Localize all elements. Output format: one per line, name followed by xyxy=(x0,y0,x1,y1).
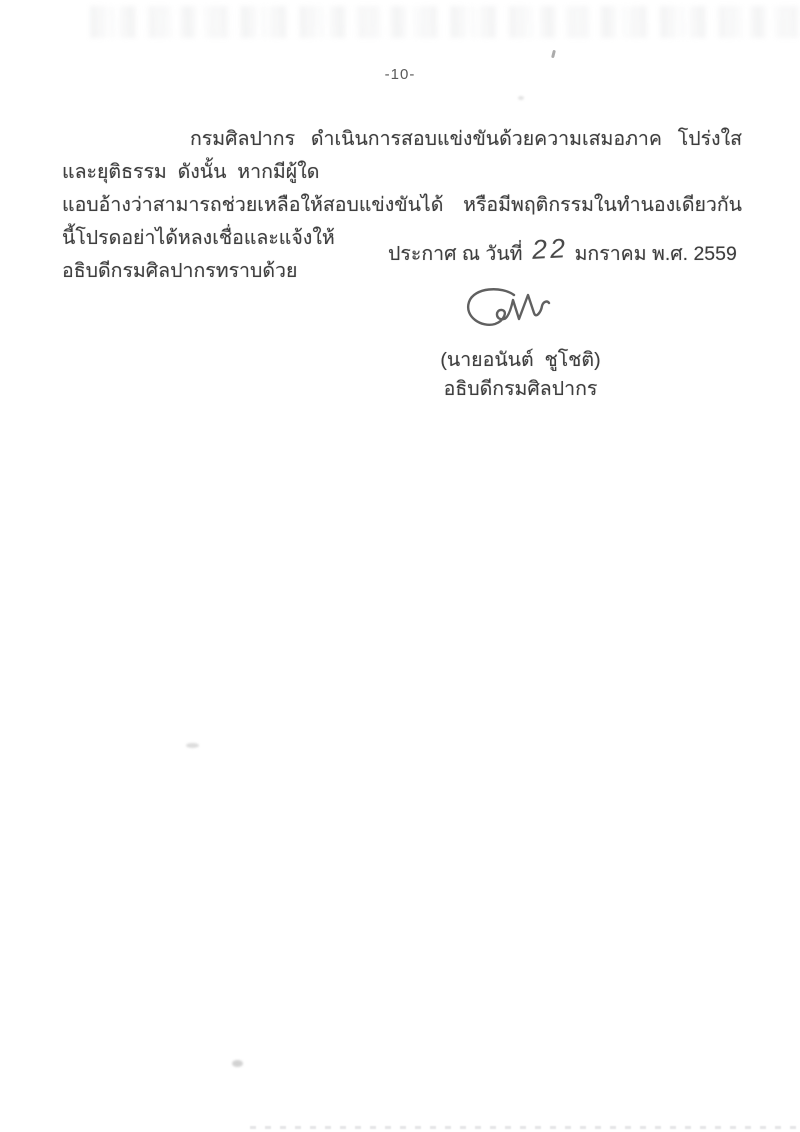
date-prefix: ประกาศ ณ วันที่ xyxy=(388,243,523,265)
scan-speck xyxy=(551,50,556,58)
signature-scribble-icon xyxy=(458,284,558,332)
scan-noise-band xyxy=(90,6,800,38)
date-day-handwritten: 22 xyxy=(530,233,569,265)
signatory-title: อธิบดีกรมศิลปากร xyxy=(443,378,598,400)
scan-speck xyxy=(232,1060,243,1067)
scan-speck xyxy=(518,96,524,100)
signatory-name: (นายอนันต์ ชูโชติ) xyxy=(440,349,601,371)
scan-speck xyxy=(186,743,199,748)
paragraph-line: แอบอ้างว่าสามารถช่วยเหลือให้สอบแข่งขันได้ หรือมีพฤติกรรมในทำนองเดียวกันนี้โปรดอย่าได้หลงเชื่อและแจ้งให้ xyxy=(62,194,742,249)
scan-noise-bottom-line xyxy=(250,1126,800,1129)
announcement-date-line xyxy=(388,233,737,269)
paragraph-line: อธิบดีกรมศิลปากรทราบด้วย xyxy=(62,260,298,282)
paragraph-line: กรมศิลปากร ดำเนินการสอบแข่งขันด้วยความเสมอภาค โปร่งใส และยุติธรรม ดังนั้น หากมีผู้ใด xyxy=(62,128,753,183)
signatory-block xyxy=(398,346,643,404)
date-suffix: มกราคม พ.ศ. 2559 xyxy=(574,243,737,265)
page-number: -10- xyxy=(384,66,416,83)
